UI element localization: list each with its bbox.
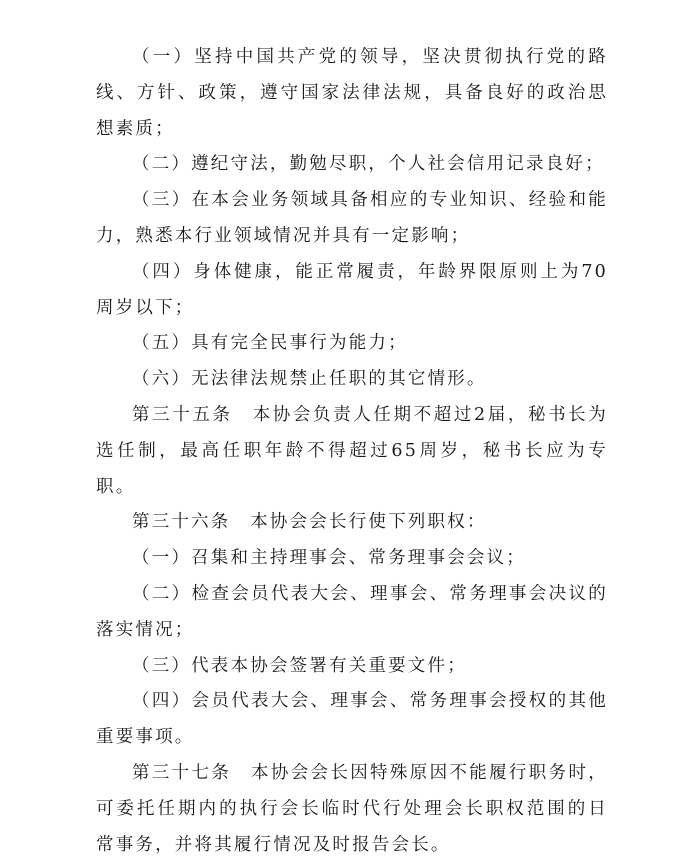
article-36: 第三十六条 本协会会长行使下列职权：	[132, 512, 487, 533]
paragraph-authorized-matters: （四）会员代表大会、理事会、常务理事会授权的其他重要事项。	[96, 691, 608, 748]
paragraph-sign-documents: （三）代表本协会签署有关重要文件；	[132, 655, 467, 676]
article-37: 第三十七条 本协会会长因特殊原因不能履行职务时，可委托任期内的执行会长临时代行处理会长职权范围的日常事务，并将其履行情况及时报告会长。	[96, 762, 608, 855]
paragraph-law-abiding: （二）遵纪守法，勤勉尽职，个人社会信用记录良好；	[132, 154, 605, 175]
document-body	[96, 40, 608, 863]
paragraph-no-prohibition: （六）无法律法规禁止任职的其它情形。	[132, 369, 487, 390]
paragraph-civil-capacity: （五）具有完全民事行为能力；	[132, 333, 408, 354]
paragraph-expertise: （三）在本会业务领域具备相应的专业知识、经验和能力，熟悉本行业领域情况并具有一定影响；	[96, 190, 608, 246]
paragraph-convene-meetings: （一）召集和主持理事会、常务理事会会议；	[132, 548, 526, 569]
article-35: 第三十五条 本协会负责人任期不超过2届，秘书长为选任制，最高任职年龄不得超过65周岁，秘书长应为专职。	[96, 404, 608, 497]
paragraph-inspect-resolutions: （二）检查会员代表大会、理事会、常务理事会决议的落实情况；	[96, 583, 608, 640]
paragraph-health-age: （四）身体健康，能正常履责，年龄界限原则上为70周岁以下；	[96, 261, 608, 318]
paragraph-leadership: （一）坚持中国共产党的领导，坚决贯彻执行党的路线、方针、政策，遵守国家法律法规，具备良好的政治思想素质；	[96, 47, 608, 139]
